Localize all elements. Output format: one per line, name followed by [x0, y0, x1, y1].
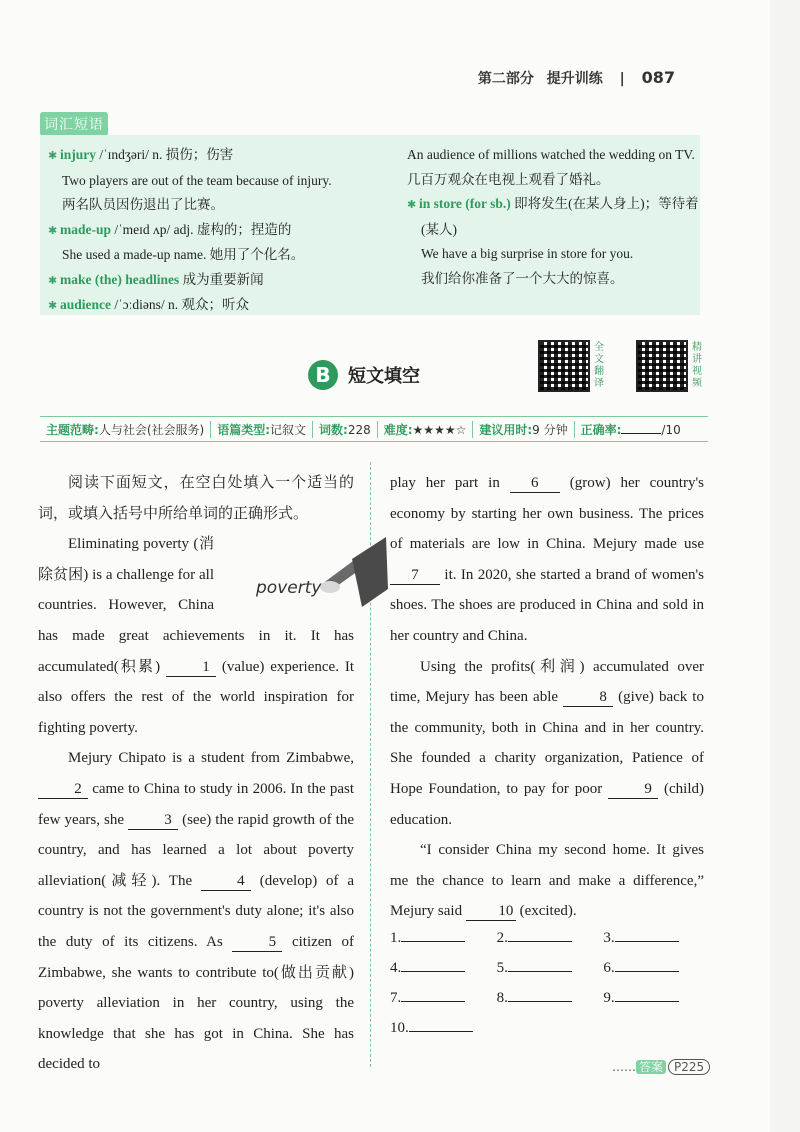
vocab-example: She used a made-up name. 她用了个化名。 [62, 247, 305, 262]
vocab-example: 两名队员因伤退出了比赛。 [62, 197, 224, 212]
header-separator: | [619, 71, 625, 87]
instruction: 阅读下面短文，在空白处填入一个适当的词，或填入括号中所给单词的正确形式。 [38, 475, 354, 522]
blank-6[interactable]: 6 [510, 474, 560, 493]
answer-reference[interactable]: …… 答案 P225 [612, 1058, 710, 1075]
answer-slot[interactable]: 3. [603, 930, 710, 947]
answer-slot[interactable]: 5. [497, 960, 604, 977]
paragraph-3: Using the profits(利润) accumulated over time, Mejury has been able 8 (give) back to the community, both in China and in her country. She founded a charity organization, Patience of Hope Foundation, to pay for poor 9 (child) education. [390, 658, 704, 828]
vocab-tag: 词汇短语 [40, 112, 108, 136]
blank-3[interactable]: 3 [128, 811, 178, 830]
poverty-word: poverty [256, 578, 322, 599]
vocab-example: 几百万观众在电视上观看了婚礼。 [407, 171, 610, 187]
info-words: 词数:228 [313, 421, 378, 438]
info-theme: 主题范畴:人与社会(社会服务) [40, 421, 211, 438]
vocab-entry: ✱ make (the) headlines 成为重要新闻 [48, 268, 388, 294]
page-number: 087 [641, 68, 675, 87]
header-section: 第二部分 [477, 71, 534, 87]
blank-5[interactable]: 5 [232, 933, 282, 952]
answer-slot[interactable]: 9. [603, 990, 710, 1007]
vocab-example: 我们给你准备了一个大大的惊喜。 [421, 270, 624, 286]
page-header [478, 68, 675, 88]
answer-slot[interactable]: 10. [390, 1020, 498, 1037]
vocab-example: We have a big surprise in store for you. [421, 246, 634, 261]
star-bullet-icon: ✱ [48, 274, 58, 287]
passage-left-column [38, 468, 354, 1080]
answer-tag: 答案 [636, 1060, 666, 1074]
star-bullet-icon: ✱ [48, 300, 58, 312]
qr-label-video: 精讲视频 [692, 342, 702, 389]
vocab-entry: ✱ in store (for sb.) 即将发生(在某人身上)；等待着 [407, 192, 707, 218]
star-bullet-icon: ✱ [48, 150, 58, 162]
answer-page: P225 [668, 1059, 710, 1075]
answer-slot[interactable]: 1. [390, 930, 497, 947]
blank-7[interactable]: 7 [390, 566, 440, 585]
vocab-example: Two players are out of the team because of injury. [62, 172, 332, 188]
passage-right-column [390, 468, 704, 927]
info-difficulty: 难度:★★★★☆ [378, 421, 474, 438]
answer-slot[interactable]: 4. [390, 960, 497, 977]
vocab-entry: ✱ audience /ˈɔːdiəns/ n. 观众；听众 [48, 293, 388, 319]
vocab-box [40, 135, 700, 315]
vocab-left-column [48, 143, 388, 319]
star-bullet-icon: ✱ [48, 224, 58, 237]
blank-10[interactable]: 10 [466, 902, 516, 921]
paragraph-2: Mejury Chipato is a student from Zimbabwe, 2 came to China to study in 2006. In the past few years, she 3 (see) the rapid growth of the country, and has learned a lot about poverty alleviation(减轻). The 4 (develop) of a country is not the government's duty alone; it's also the duty of its citizens. As 5 citizen of Zimbabwe, she wants to contribute to(做出贡献) poverty alleviation in her country, using the knowledge that she has got in China. She has decided to [38, 750, 354, 1073]
qr-code-icon[interactable] [538, 340, 590, 392]
accuracy-input[interactable] [621, 433, 661, 434]
section-title [308, 360, 420, 390]
blank-4[interactable]: 4 [201, 872, 251, 891]
answer-grid [390, 930, 710, 1050]
qr-label-translation: 全文翻译 [594, 342, 604, 389]
poverty-pencil-image [222, 529, 358, 617]
info-accuracy: 正确率: /10 [580, 422, 681, 437]
answer-slot[interactable]: 6. [603, 960, 710, 977]
info-type: 语篇类型:记叙文 [211, 421, 313, 438]
blank-8[interactable]: 8 [563, 688, 613, 707]
blank-9[interactable]: 9 [608, 780, 658, 799]
answer-slot[interactable]: 7. [390, 990, 497, 1007]
paragraph-2-cont: play her part in 6 (grow) her country's economy by starting her own business. The prices of materials are low in China. Mejury made use 7 it. In 2020, she started a brand of women's shoes. The shoes are produced in China and sold in her country and China. [390, 475, 704, 644]
vocab-entry: ✱ injury /ˈɪndʒəri/ n. 损伤；伤害 [48, 143, 388, 169]
answer-slot[interactable]: 8. [497, 990, 604, 1007]
vocab-example: An audience of millions watched the wedding on TV. [407, 147, 695, 162]
section-title-text: 短文填空 [348, 366, 420, 387]
info-bar [40, 416, 708, 442]
paragraph-1: poverty Eliminating poverty (消除贫困) is a challenge for all countries. However, China has made great achievements in it. It has accumulated(积累) 1 (value) experience. It also offers the rest of the world inspiration for fighting poverty. [38, 529, 354, 743]
answer-slot[interactable]: 2. [497, 930, 604, 947]
star-bullet-icon: ✱ [407, 199, 417, 211]
vocab-entry: ✱ made-up /ˈmeɪd ʌp/ adj. 虚构的；捏造的 [48, 218, 388, 244]
section-badge: B [308, 360, 338, 390]
header-subsection: 提升训练 [546, 71, 603, 87]
blank-2[interactable]: 2 [38, 780, 88, 799]
info-time: 建议用时:9 分钟 [473, 421, 574, 438]
vocab-example: (某人) [421, 221, 457, 237]
qr-code-icon[interactable] [636, 340, 688, 392]
vocab-right-column [407, 143, 707, 291]
paragraph-4: “I consider China my second home. It gives me the chance to learn and make a difference,” Mejury said 10 (excited). [390, 842, 704, 920]
blank-1[interactable]: 1 [166, 658, 216, 677]
